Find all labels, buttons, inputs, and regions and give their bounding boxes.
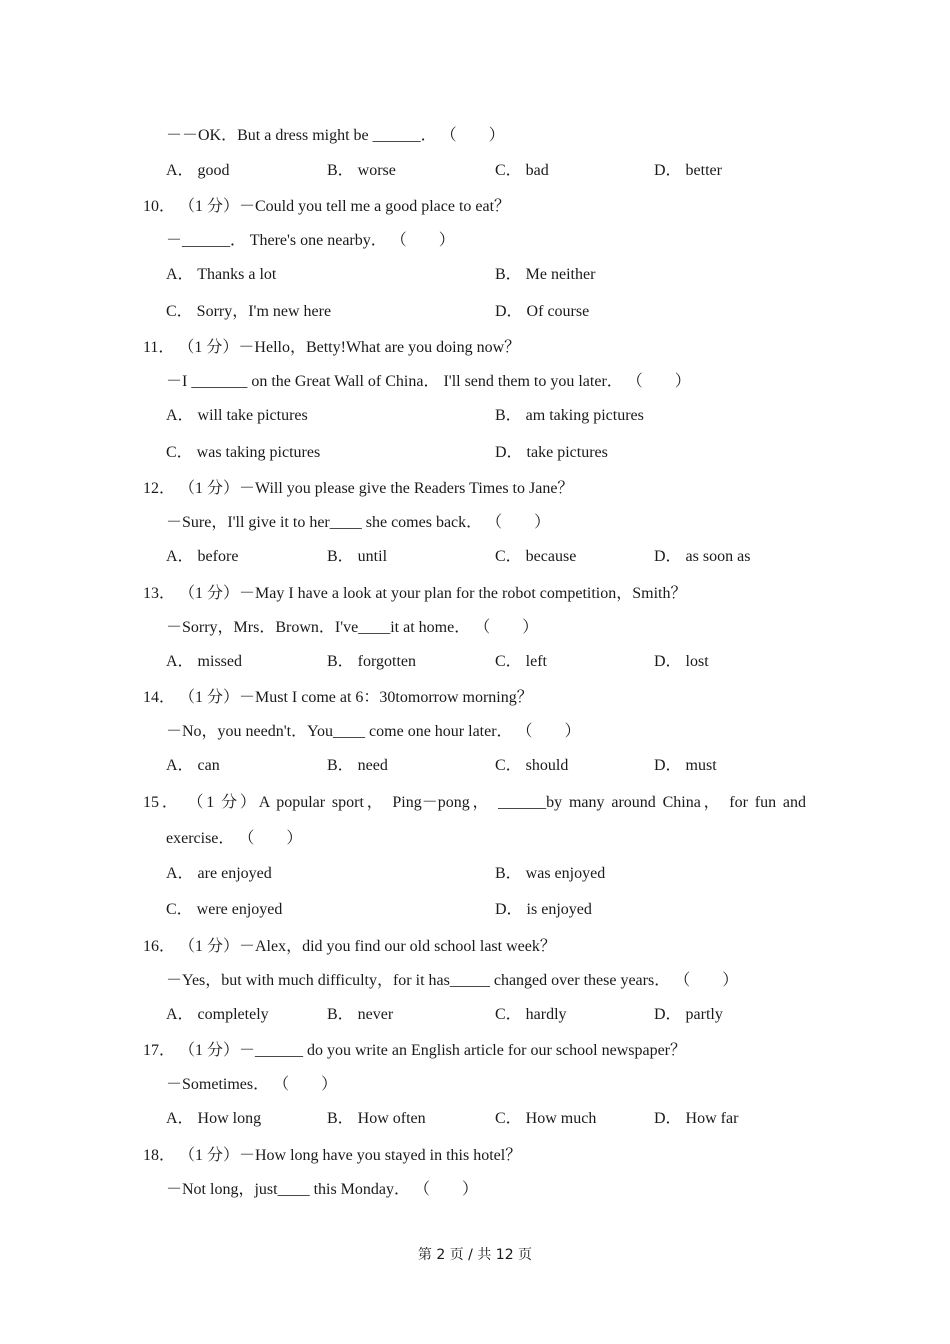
q13-prompt: －Sorry，Mrs．Brown．I've____it at home． （ ） [166, 619, 539, 636]
q15-option-b: B． was enjoyed [495, 865, 606, 882]
q9-option-b: B． worse [327, 162, 396, 179]
q18-prompt: －Not long，just____ this Monday． （ ） [166, 1181, 479, 1198]
page-number-footer: 第 2 页 / 共 12 页 [417, 1247, 533, 1263]
q14-option-d: D． must [654, 757, 717, 774]
q16-stem: 16． （1 分）－Alex，did you find our old school last week？ [143, 938, 556, 955]
q13-stem: 13． （1 分）－May I have a look at your plan for the robot competition，Smith？ [143, 585, 687, 602]
q12-option-c: C． because [495, 548, 577, 565]
q12-option-a: A． before [166, 548, 239, 565]
q18-stem: 18． （1 分）－How long have you stayed in this hotel？ [143, 1147, 522, 1164]
q15-stem: 15． （1 分）A popular sport， Ping－pong， ______by many around China， for fun and [143, 794, 806, 811]
q15-option-c: C． were enjoyed [166, 901, 283, 918]
q14-option-a: A． can [166, 757, 220, 774]
q10-option-c: C． Sorry，I'm new here [166, 303, 332, 320]
q10-option-d: D． Of course [495, 303, 590, 320]
q15-option-d: D． is enjoyed [495, 901, 592, 918]
q12-option-b: B． until [327, 548, 388, 565]
q11-stem: 11． （1 分）－Hello，Betty!What are you doing now？ [143, 339, 521, 356]
q9-option-c: C． bad [495, 162, 549, 179]
q17-option-b: B． How often [327, 1110, 426, 1127]
q13-option-d: D． lost [654, 653, 709, 670]
q16-option-c: C． hardly [495, 1006, 567, 1023]
q12-stem: 12． （1 分）－Will you please give the Readers Times to Jane？ [143, 480, 574, 497]
q16-option-d: D． partly [654, 1006, 723, 1023]
q14-option-b: B． need [327, 757, 388, 774]
q11-prompt: －I _______ on the Great Wall of China． I'll send them to you later． （ ） [166, 373, 691, 390]
q14-prompt: －No，you needn't．You____ come one hour later． （ ） [166, 723, 581, 740]
q12-prompt: －Sure，I'll give it to her____ she comes back． （ ） [166, 514, 551, 531]
q11-option-d: D． take pictures [495, 444, 608, 461]
q14-stem: 14． （1 分）－Must I come at 6：30tomorrow morning？ [143, 689, 533, 706]
q13-option-c: C． left [495, 653, 547, 670]
q16-prompt: －Yes，but with much difficulty，for it has_____ changed over these years． （ ） [166, 972, 739, 989]
q16-option-b: B． never [327, 1006, 394, 1023]
q12-option-d: D． as soon as [654, 548, 751, 565]
q10-prompt: －______． There's one nearby． （ ） [166, 232, 455, 249]
q9-option-d: D． better [654, 162, 722, 179]
q11-option-a: A． will take pictures [166, 407, 308, 424]
q10-option-b: B． Me neither [495, 266, 596, 283]
q11-option-c: C． was taking pictures [166, 444, 321, 461]
q9-prompt: －－OK．But a dress might be ______． （ ） [166, 127, 505, 144]
q13-option-a: A． missed [166, 653, 243, 670]
q13-option-b: B． forgotten [327, 653, 417, 670]
q9-option-a: A． good [166, 162, 230, 179]
q17-option-c: C． How much [495, 1110, 597, 1127]
q17-prompt: －Sometimes． （ ） [166, 1076, 338, 1093]
q16-option-a: A． completely [166, 1006, 269, 1023]
q15-prompt: exercise． （ ） [166, 830, 303, 847]
q17-option-a: A． How long [166, 1110, 262, 1127]
q10-option-a: A． Thanks a lot [166, 266, 277, 283]
q15-option-a: A． are enjoyed [166, 865, 272, 882]
q14-option-c: C． should [495, 757, 569, 774]
q10-stem: 10． （1 分）－Could you tell me a good place to eat？ [143, 198, 511, 215]
q17-stem: 17． （1 分）－______ do you write an English article for our school newspaper？ [143, 1042, 687, 1059]
q11-option-b: B． am taking pictures [495, 407, 644, 424]
q17-option-d: D． How far [654, 1110, 739, 1127]
